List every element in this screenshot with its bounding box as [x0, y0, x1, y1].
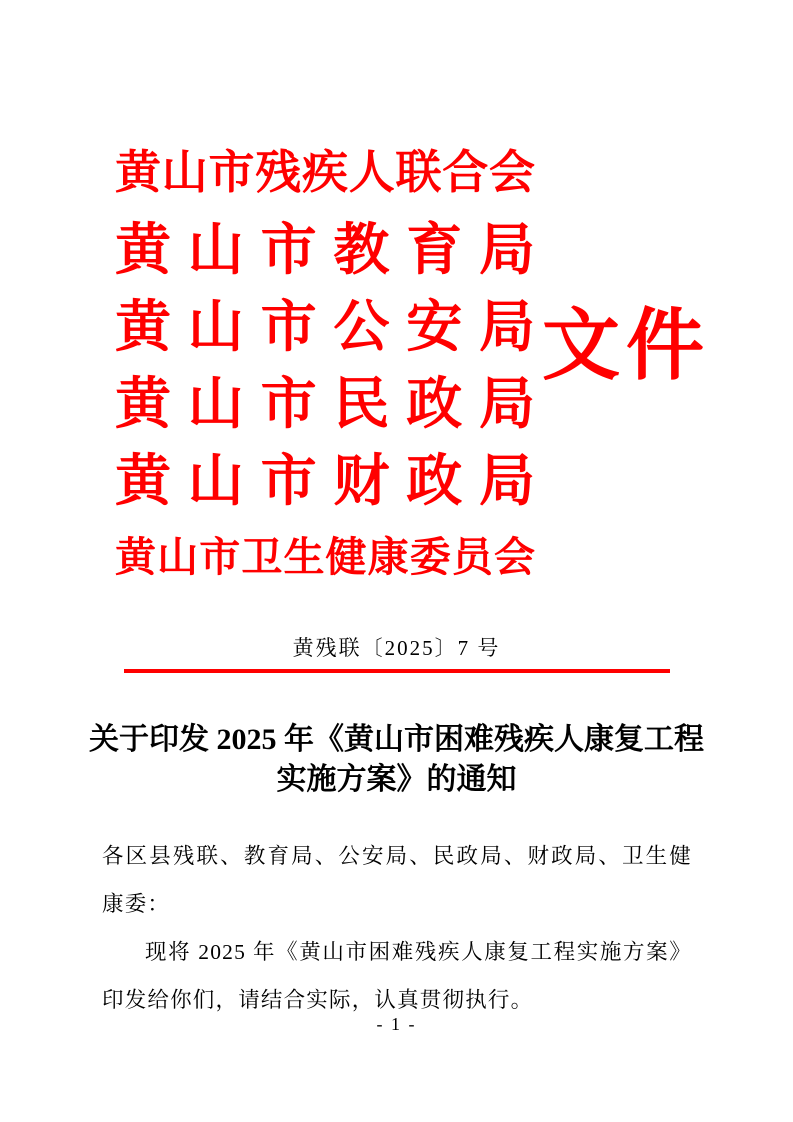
- document-title: [60, 720, 733, 800]
- agency-name-char: 山: [187, 373, 244, 436]
- agency-name-char: 黄: [115, 219, 171, 282]
- title-line-1: 关于印发 2025 年《黄山市困难残疾人康复工程: [89, 723, 704, 756]
- agency-name-char: 市: [260, 296, 317, 359]
- agency-name-char: 育: [406, 219, 463, 282]
- agency-name-char: 会: [493, 534, 535, 580]
- title-line-2: 实施方案》的通知: [276, 763, 517, 796]
- agency-name-char: 山: [187, 296, 244, 359]
- agency-name-char: 山: [187, 219, 244, 282]
- agency-name-char: 黄: [115, 146, 161, 198]
- agency-name: [115, 515, 535, 592]
- salutation-line: 各区县残联、教育局、公安局、民政局、财政局、卫生健康委：: [102, 844, 692, 916]
- agency-name-char: 黄: [115, 534, 156, 580]
- red-divider-line: [124, 669, 670, 673]
- agency-name-char: 局: [478, 373, 535, 436]
- agency-name-char: 局: [478, 219, 535, 282]
- agency-name-char: 疾: [302, 146, 348, 198]
- document-letterhead: [115, 130, 535, 592]
- agency-name-char: 政: [406, 450, 463, 513]
- agency-name: [115, 361, 535, 438]
- agency-name-char: 健: [325, 534, 367, 580]
- agency-name-char: 联: [395, 146, 442, 198]
- document-type-label: 文件: [542, 302, 711, 389]
- agency-name-char: 黄: [115, 373, 171, 436]
- agency-name-char: 公: [333, 296, 390, 359]
- agency-name-char: 安: [406, 296, 463, 359]
- agency-name: [115, 207, 535, 284]
- agency-name-char: 合: [442, 146, 489, 198]
- agency-name-char: 民: [333, 373, 390, 436]
- agency-name: [115, 284, 535, 361]
- reference-number: 黄残联〔2025〕7 号: [292, 636, 501, 660]
- agency-name-char: 黄: [115, 450, 171, 513]
- agency-name-char: 市: [199, 534, 241, 580]
- agency-name-char: 市: [208, 146, 255, 198]
- agency-name-char: 政: [406, 373, 463, 436]
- agency-name: [115, 130, 535, 207]
- agency-name-char: 委: [409, 534, 451, 580]
- page-footer: [0, 1014, 793, 1035]
- agency-name: [115, 438, 535, 515]
- agency-name-char: 局: [478, 296, 535, 359]
- agency-name-char: 残: [255, 146, 302, 198]
- agency-name-char: 卫: [241, 534, 283, 580]
- issuing-agencies-list: [115, 130, 535, 592]
- agency-name-char: 生: [283, 534, 325, 580]
- agency-name-char: 山: [187, 450, 244, 513]
- body-paragraph: 现将 2025 年《黄山市困难残疾人康复工程实施方案》印发给你们，请结合实际，认真贯彻执行。: [102, 940, 692, 1012]
- agency-name-char: 康: [367, 534, 409, 580]
- agency-name-char: 员: [451, 534, 493, 580]
- agency-name-char: 黄: [115, 296, 171, 359]
- page-number: - 1 -: [376, 1014, 417, 1034]
- agency-name-char: 市: [260, 373, 317, 436]
- agency-name-char: 市: [260, 450, 317, 513]
- document-body: [102, 832, 692, 1024]
- agency-name-char: 人: [348, 146, 395, 198]
- agency-name-char: 教: [333, 219, 390, 282]
- agency-name-char: 财: [333, 450, 390, 513]
- agency-name-char: 市: [260, 219, 317, 282]
- agency-name-char: 山: [157, 534, 199, 580]
- agency-name-char: 局: [478, 450, 535, 513]
- agency-name-char: 会: [489, 146, 535, 198]
- agency-name-char: 山: [161, 146, 208, 198]
